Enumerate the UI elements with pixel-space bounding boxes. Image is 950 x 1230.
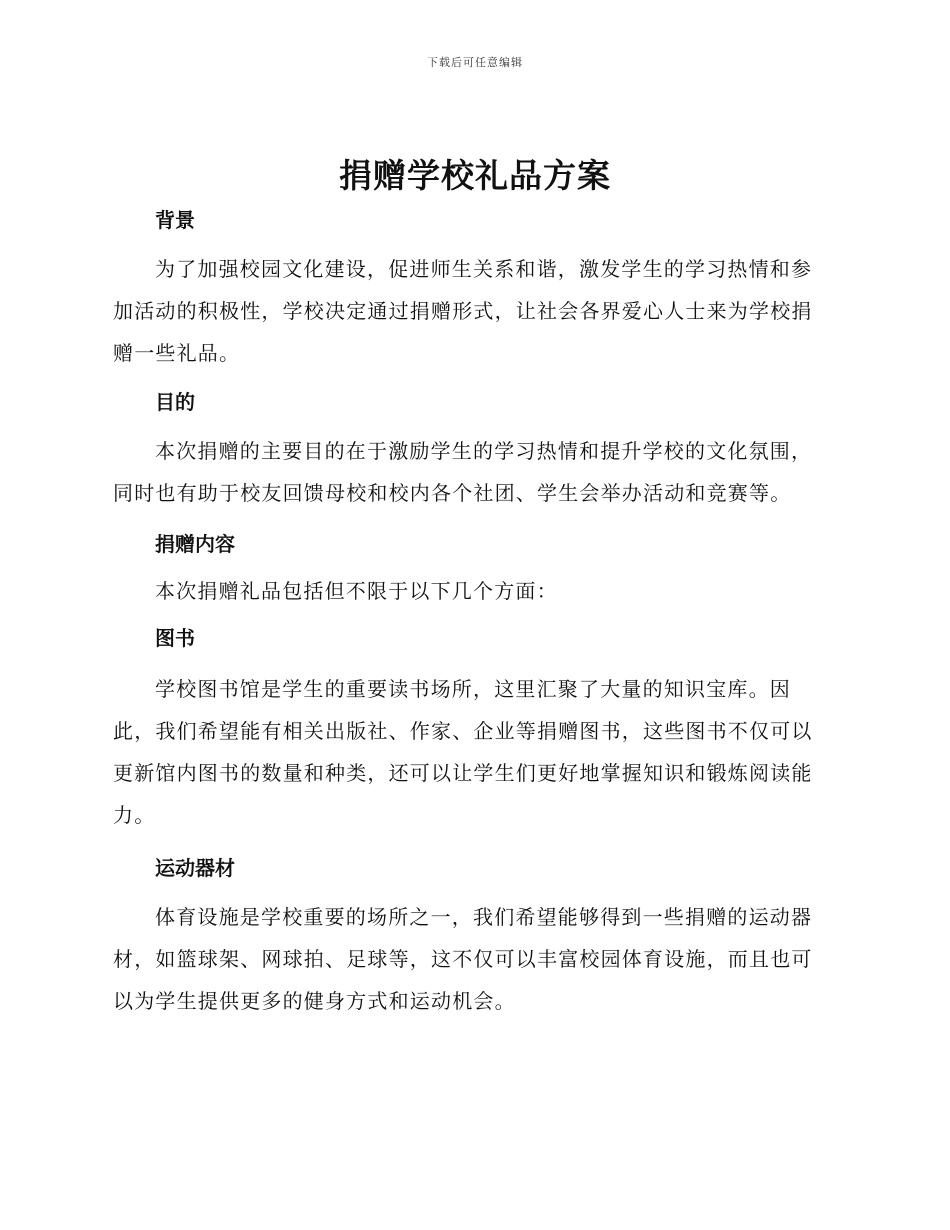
section-paragraph-donation-content: 本次捐赠礼品包括但不限于以下几个方面：: [155, 579, 558, 603]
section-paragraph-books: 学校图书馆是学生的重要读书场所，这里汇聚了大量的知识宝库。因此，我们希望能有相关出版社、作家、企业等捐赠图书，这些图书不仅可以更新馆内图书的数量和种类，还可以让学生们更好地掌握知识和锻炼阅读能力。: [113, 677, 813, 827]
document-title: 捐赠学校礼品方案: [339, 156, 611, 195]
section-heading-sports-equipment: 运动器材: [155, 856, 235, 880]
section-heading-books: 图书: [155, 626, 195, 650]
section-heading-donation-content: 捐赠内容: [155, 532, 235, 556]
section-paragraph-background: 为了加强校园文化建设，促进师生关系和谐，激发学生的学习热情和参加活动的积极性，学校决定通过捐赠形式，让社会各界爱心人士来为学校捐赠一些礼品。: [113, 257, 813, 365]
document-body: [113, 200, 833, 1022]
page-header-note: 下载后可任意编辑: [427, 56, 523, 69]
section-paragraph-sports-equipment: 体育设施是学校重要的场所之一，我们希望能够得到一些捐赠的运动器材，如篮球架、网球拍、足球等，这不仅可以丰富校园体育设施，而且也可以为学生提供更多的健身方式和运动机会。: [113, 905, 813, 1013]
section-paragraph-purpose: 本次捐赠的主要目的在于激励学生的学习热情和提升学校的文化氛围，同时也有助于校友回馈母校和校内各个社团、学生会举办活动和竞赛等。: [113, 439, 813, 505]
section-heading-background: 背景: [155, 208, 195, 232]
section-heading-purpose: 目的: [155, 390, 195, 414]
